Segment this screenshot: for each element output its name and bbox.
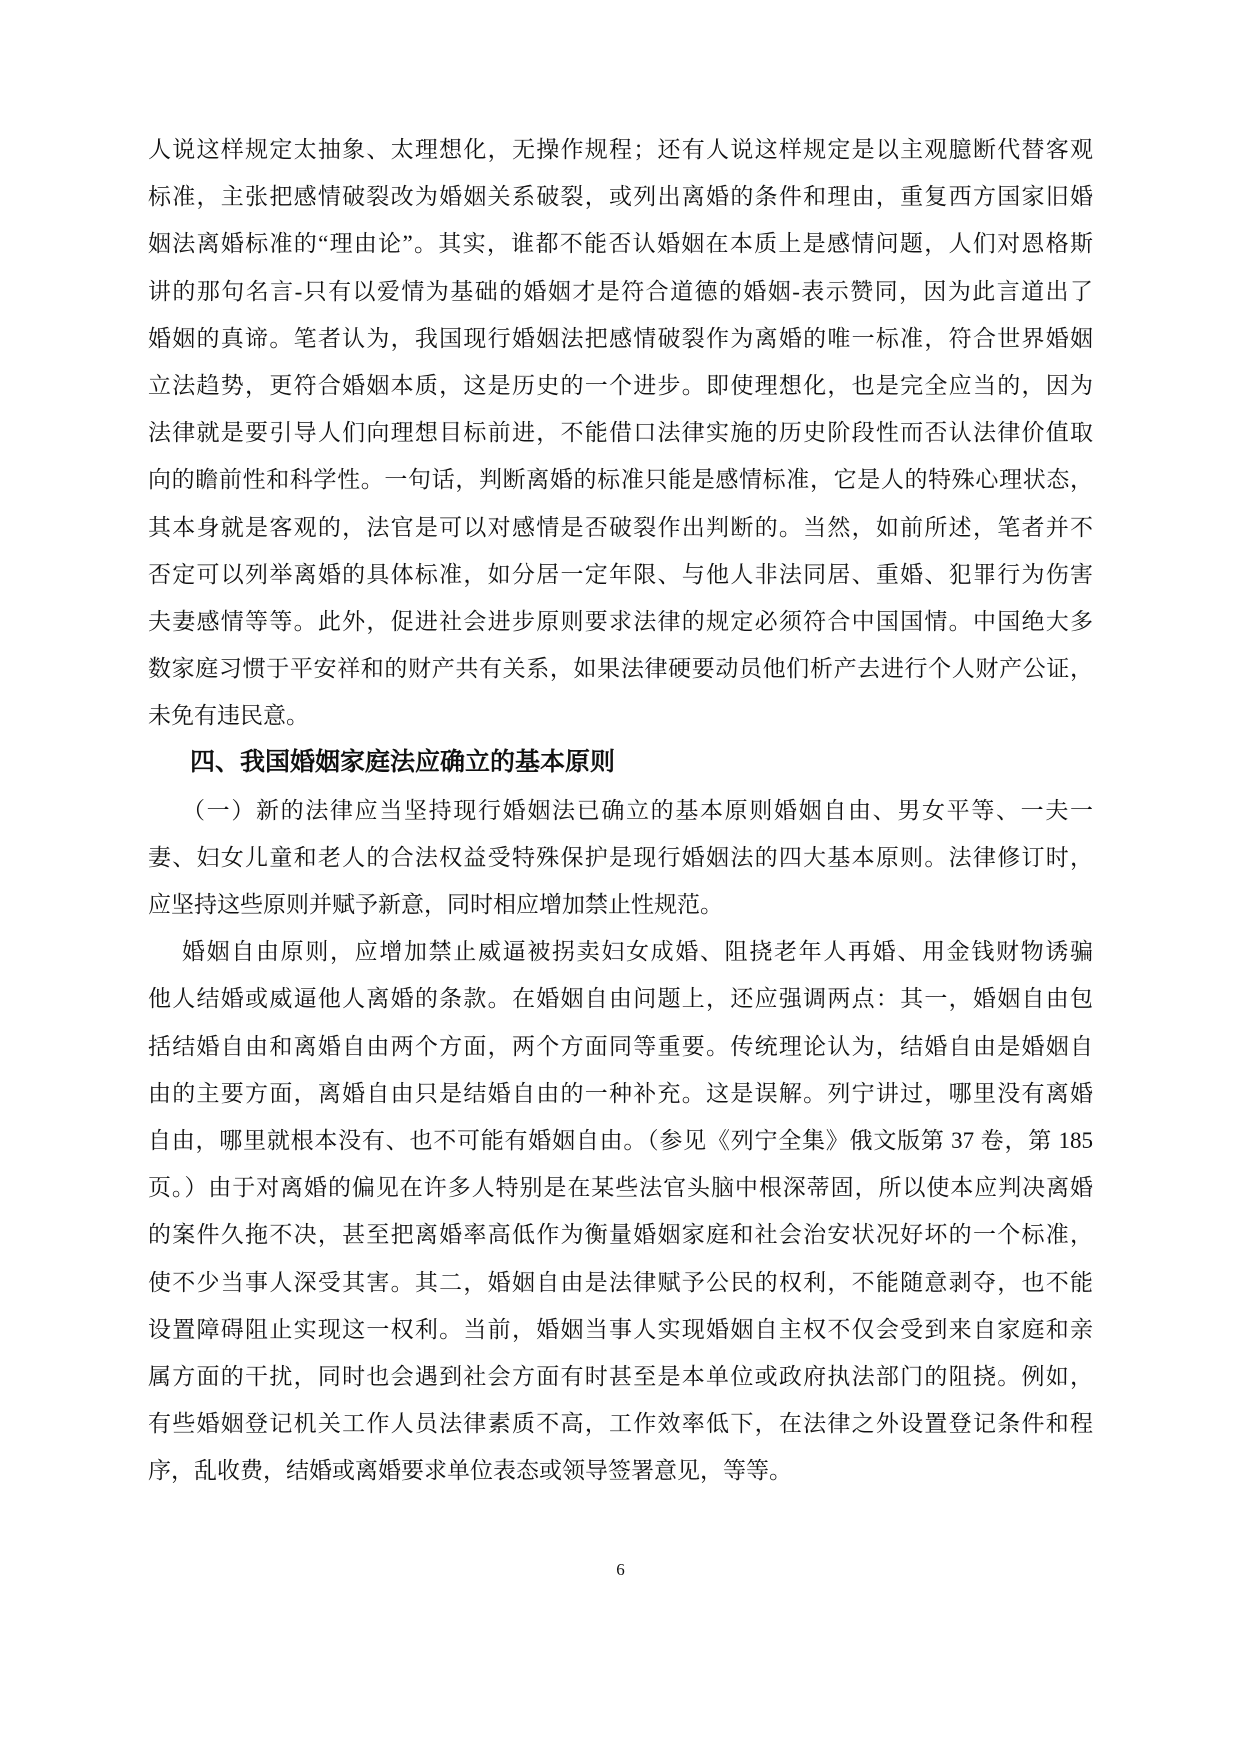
paragraph-marriage-freedom — [148, 928, 1093, 1494]
text-line: 自由，哪里就根本没有、也不可能有婚姻自由。（参见《列宁全集》俄文版第 37 卷，第 185 — [148, 1127, 1093, 1153]
text-line: 括结婚自由和离婚自由两个方面，两个方面同等重要。传统理论认为，结婚自由是婚姻自 — [148, 1033, 1093, 1059]
text-line: 立法趋势，更符合婚姻本质，这是历史的一个进步。即使理想化，也是完全应当的，因为 — [148, 372, 1093, 398]
text-line: 讲的那句名言-只有以爱情为基础的婚姻才是符合道德的婚姻-表示赞同，因为此言道出了 — [148, 278, 1093, 304]
text-line: 妻、妇女儿童和老人的合法权益受特殊保护是现行婚姻法的四大基本原则。法律修订时， — [148, 844, 1093, 870]
text-line: 属方面的干扰，同时也会遇到社会方面有时甚至是本单位或政府执法部门的阻挠。例如， — [148, 1363, 1093, 1389]
section-heading: 四、我国婚姻家庭法应确立的基本原则 — [190, 749, 616, 777]
text-line: 人说这样规定太抽象、太理想化，无操作规程；还有人说这样规定是以主观臆断代替客观 — [148, 137, 1093, 162]
text-line: 夫妻感情等等。此外，促进社会进步原则要求法律的规定必须符合中国国情。中国绝大多 — [148, 608, 1093, 634]
text-line: 向的瞻前性和科学性。一句话，判断离婚的标准只能是感情标准，它是人的特殊心理状态， — [148, 467, 1093, 493]
text-line: 婚姻自由原则，应增加禁止威逼被拐卖妇女成婚、阻挠老年人再婚、用金钱财物诱骗 — [182, 939, 1093, 965]
paragraph-basic-principles — [148, 787, 1093, 929]
text-line: 序，乱收费，结婚或离婚要求单位表态或领导签署意见，等等。 — [148, 1458, 792, 1484]
text-line: 法律就是要引导人们向理想目标前进，不能借口法律实施的历史阶段性而否认法律价值取 — [148, 420, 1093, 446]
text-line: 他人结婚或威逼他人离婚的条款。在婚姻自由问题上，还应强调两点：其一，婚姻自由包 — [148, 986, 1093, 1012]
page-number: 6 — [616, 1560, 625, 1579]
text-line: 的案件久拖不决，甚至把离婚率高低作为衡量婚姻家庭和社会治安状况好坏的一个标准， — [148, 1222, 1093, 1248]
text-line: 页。）由于对离婚的偏见在许多人特别是在某些法官头脑中根深蒂固，所以使本应判决离婚 — [148, 1175, 1093, 1201]
text-line: 婚姻的真谛。笔者认为，我国现行婚姻法把感情破裂作为离婚的唯一标准，符合世界婚姻 — [148, 325, 1093, 351]
text-line: 姻法离婚标准的“理由论”。其实，谁都不能否认婚姻在本质上是感情问题，人们对恩格斯 — [148, 231, 1093, 257]
text-line: 使不少当事人深受其害。其二，婚姻自由是法律赋予公民的权利，不能随意剥夺，也不能 — [148, 1269, 1093, 1295]
text-line: 有些婚姻登记机关工作人员法律素质不高，工作效率低下，在法律之外设置登记条件和程 — [148, 1411, 1093, 1437]
text-line: 数家庭习惯于平安祥和的财产共有关系，如果法律硬要动员他们析产去进行个人财产公证， — [148, 656, 1093, 682]
text-line: 由的主要方面，离婚自由只是结婚自由的一种补充。这是误解。列宁讲过，哪里没有离婚 — [148, 1080, 1093, 1106]
text-line: 标准，主张把感情破裂改为婚姻关系破裂，或列出离婚的条件和理由，重复西方国家旧婚 — [148, 184, 1093, 210]
document-body — [148, 126, 1093, 1494]
text-line: 未免有违民意。 — [148, 703, 309, 729]
paragraph-continuation — [148, 126, 1093, 739]
text-line: 设置障碍阻止实现这一权利。当前，婚姻当事人实现婚姻自主权不仅会受到来自家庭和亲 — [148, 1316, 1093, 1342]
text-line: 其本身就是客观的，法官是可以对感情是否破裂作出判断的。当然，如前所述，笔者并不 — [148, 514, 1093, 540]
text-line: 应坚持这些原则并赋予新意，同时相应增加禁止性规范。 — [148, 892, 723, 917]
text-line: 否定可以列举离婚的具体标准，如分居一定年限、与他人非法同居、重婚、犯罪行为伤害 — [148, 561, 1093, 587]
text-line: （一）新的法律应当坚持现行婚姻法已确立的基本原则婚姻自由、男女平等、一夫一 — [182, 797, 1093, 823]
